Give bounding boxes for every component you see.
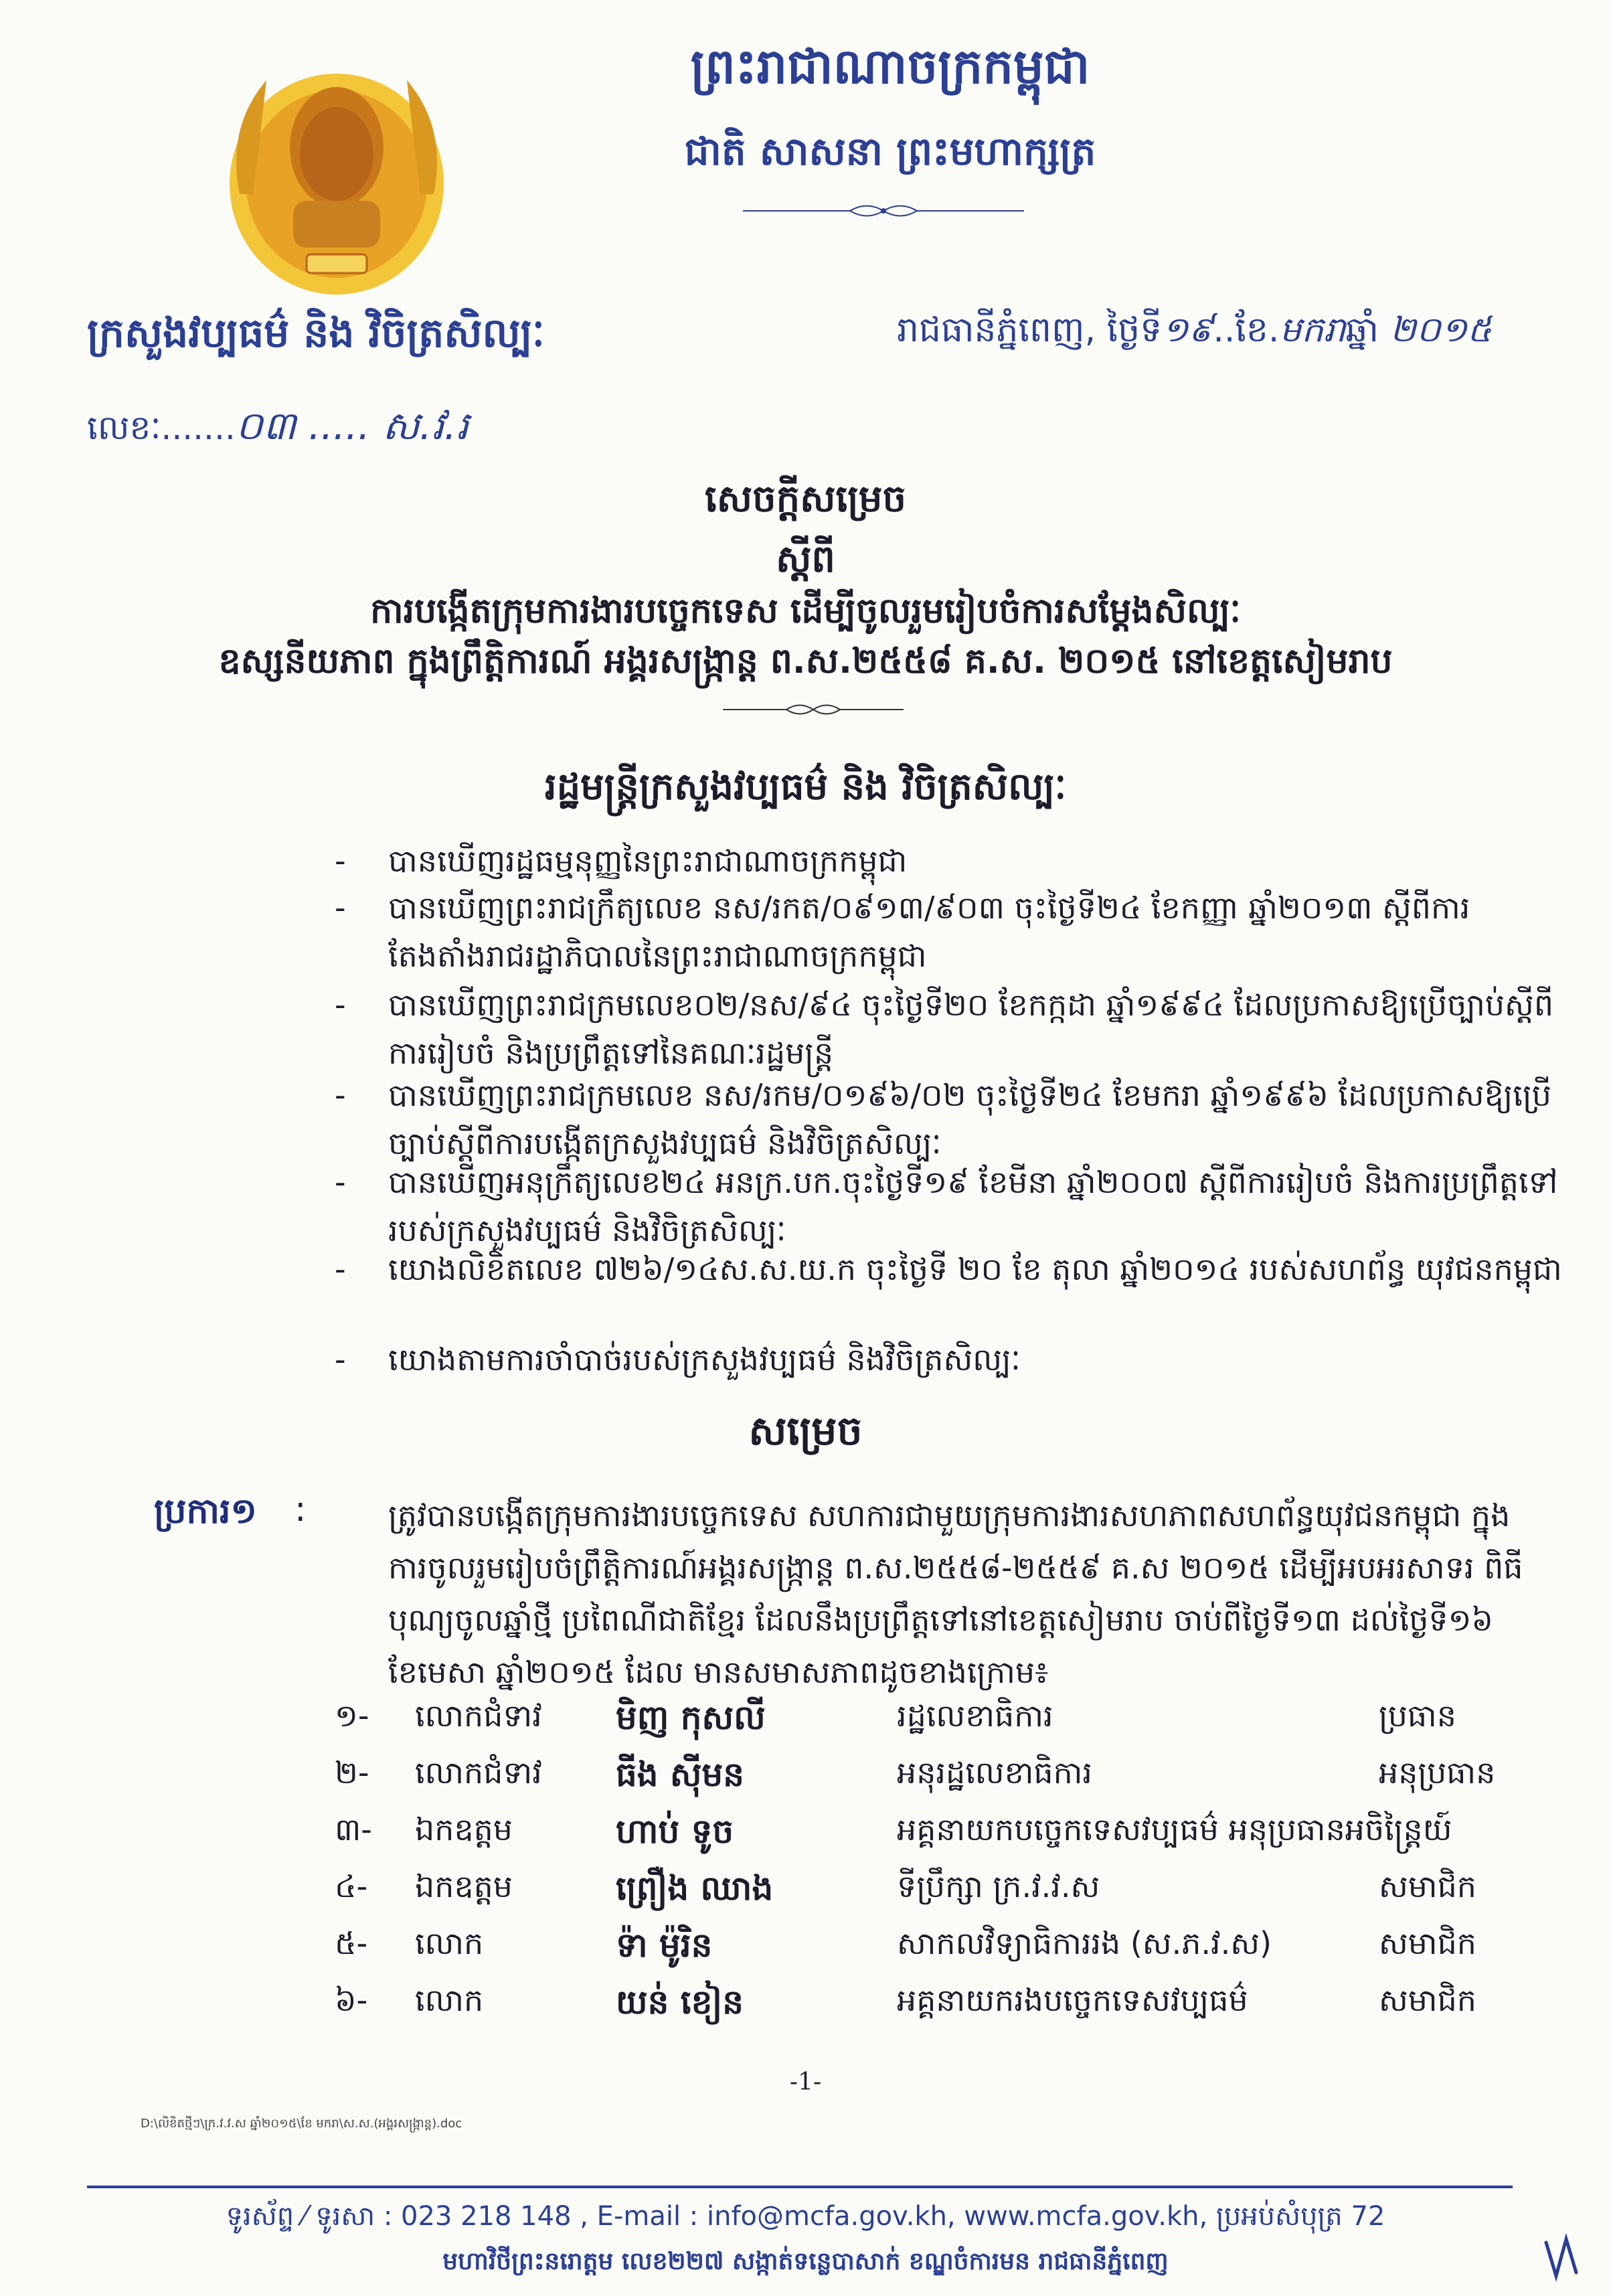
footer-address: មហាវិថីព្រះនរោត្តម លេខ២២៧ សង្កាត់ទន្លេបាសាក់ ខណ្ឌចំការមន រាជធានីភ្នំពេញ (442, 2248, 1169, 2275)
article-text: ត្រូវបានបង្កើតក្រុមការងារបច្ចេកទេស សហការជាមួយក្រុមការងារសហភាពសហព័ន្ធយុវជនកម្ពុជា ក្នុងការចូលរួមរៀបចំព្រឹត្តិការណ៍អង្គរសង្ក្រាន្ត ព.ស.២៥៥៨-២៥៥៩ គ.ស ២០១៥ ដើម្បីអបអរសាទរ ពិធីបុណ្យចូលឆ្នាំថ្មី ប្រពៃណីជាតិខ្មែរ ដែលនឹងប្រព្រឹត្តទៅនៅខេត្តសៀមរាប ចាប់ពីថ្ងៃទី១៣ ដល់ថ្ងៃទី១៦ ខែមេសា ឆ្នាំ២០១៥ ដែល មានសមាសភាពដូចខាងក្រោម៖ (388, 1497, 1523, 1690)
place-date-prefix: រាជធានីភ្នំពេញ, ថ្ងៃទី (897, 310, 1163, 350)
document-type: សេចក្តីសម្រេច (704, 477, 907, 521)
minister-heading: រដ្ឋមន្ត្រីក្រសួងវប្បធម៌ និង វិចិត្រសិល្បៈ (544, 765, 1067, 809)
subject-line-2: ឧស្សនីយភាព ក្នុងព្រឹត្តិការណ៍ អង្គរសង្ក្រាន្ត ព.ស.២៥៥៨ គ.ស. ២០១៥ នៅខេត្តសៀមរាប (218, 641, 1393, 681)
date-month-prefix: ខែ (1235, 310, 1268, 350)
file-path: D:\លិខិតថ្មីៗ\ក្រ.វ.វ.ស ឆ្នាំ២០១៥\ខែ មករា\ស.ស.(អង្គរសង្ក្រាន្ត).doc (141, 2117, 462, 2131)
reference-prefix: លេខៈ (87, 408, 161, 447)
ministry-name: ក្រសួងវប្បធម៌ និង វិចិត្រសិល្បៈ (87, 310, 545, 357)
date-year: ២០១៥ (1389, 310, 1492, 350)
ornament-divider-icon (743, 201, 1024, 221)
national-motto: ជាតិ សាសនា ព្រះមហាក្សត្រ (684, 129, 1096, 174)
place-date: រាជធានីភ្នំពេញ, ថ្ងៃទី១៩..ខែ.មករាឆ្នាំ ២០១៥ (897, 310, 1492, 350)
article-label: ប្រការ១ (154, 1491, 257, 1532)
reference-value: ០៣ ..... ស.វ.រ (235, 403, 469, 448)
footer-contact: ទូរស័ព្ទ ⁄ ទូរសា : 023 218 148 , E-mail : info@mcfa.gov.kh, www.mcfa.gov.kh, ប្រអប់សំបុត្រ 72 (226, 2201, 1385, 2232)
date-year-prefix: ឆ្នាំ (1345, 310, 1379, 350)
footer-divider (87, 2186, 1513, 2188)
date-month: មករា (1279, 310, 1346, 350)
ornament-divider-icon (723, 700, 904, 720)
decision-heading: សម្រេច (748, 1408, 863, 1455)
ministry-emblem-icon (213, 47, 460, 298)
subject-line-1: ការបង្កើតក្រុមការងារបច្ចេកទេស ដើម្បីចូលរួមរៀបចំការសម្តែងសិល្បៈ (370, 591, 1241, 631)
kingdom-title: ព្រះរាជាណាចក្រកម្ពុជា (690, 38, 1090, 94)
about-label: ស្តីពី (776, 538, 835, 581)
page-number: -1- (789, 2068, 822, 2096)
initial-mark-icon (1539, 2229, 1586, 2283)
reference-number: លេខៈ.......០៣ ..... ស.វ.រ (87, 403, 469, 448)
article-colon: : (294, 1489, 307, 1530)
date-day: ១៩ (1162, 310, 1213, 350)
